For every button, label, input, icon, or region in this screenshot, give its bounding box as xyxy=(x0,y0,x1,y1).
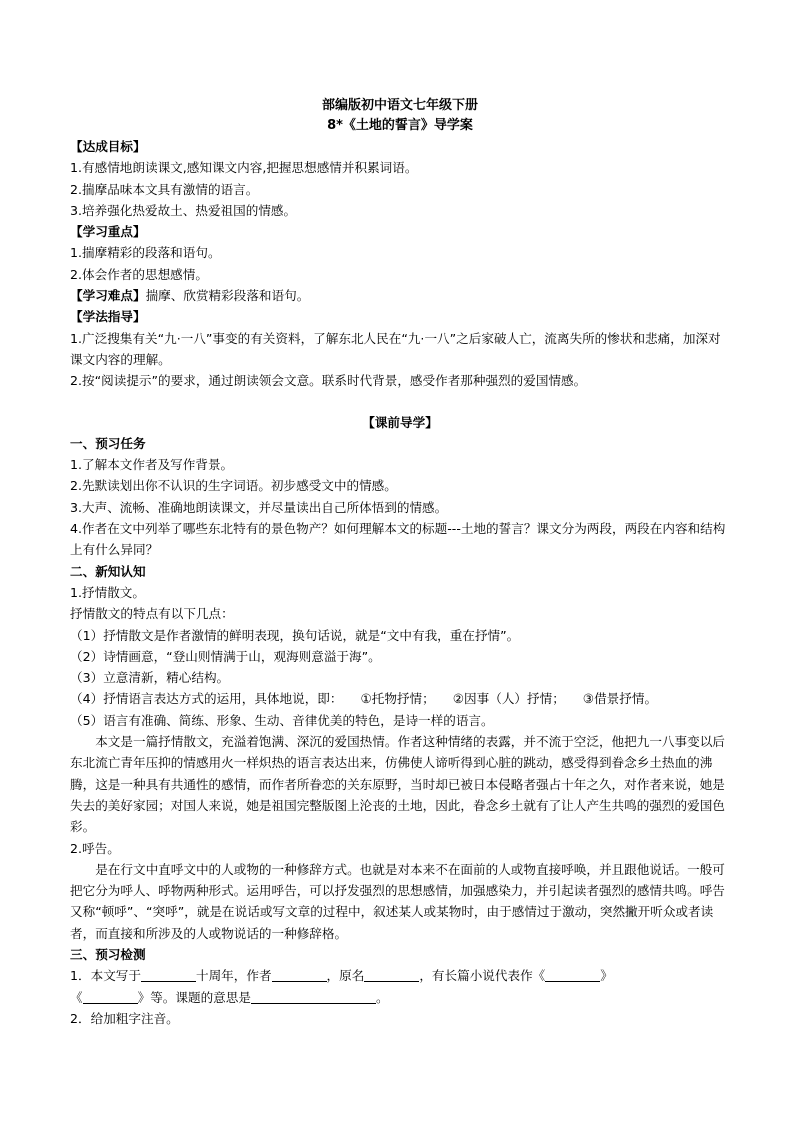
document-title: 部编版初中语文七年级下册 xyxy=(321,98,478,113)
quiz-question: 1．本文写于 十周年，作者 ，原名 ，有长篇小说代表作《 》 xyxy=(70,968,613,984)
section3-heading: 三、预习检测 xyxy=(70,946,146,962)
section2-heading: 二、新知认知 xyxy=(70,563,146,579)
task-item: 3.大声、流畅、准确地朗读课文，并尽量读出自己所体悟到的情感。 xyxy=(70,499,448,515)
quiz-question-cont: 《 》等。课题的意思是 。 xyxy=(70,989,389,1005)
feature-item: （2）诗情画意，“登山则情满于山，观海则意溢于海”。 xyxy=(70,648,381,664)
section1-heading: 一、预习任务 xyxy=(70,435,146,451)
subsection-title: 1.抒情散文。 xyxy=(70,584,145,600)
key-point-item: 2.体会作者的思想感情。 xyxy=(70,266,208,282)
feature-item: （3）立意清新，精心结构。 xyxy=(70,670,230,686)
feature-item: （4）抒情语言表达方式的运用，具体地说，即： ①托物抒情； ②因事（人）抒情； ③借景抒情。 xyxy=(70,691,658,707)
difficulty-text: 揣摩、欣赏精彩段落和语句。 xyxy=(145,288,310,304)
body-paragraph: 是在行文中直呼文中的人或物的一种修辞方式。也就是对本来不在面前的人或物直接呼唤，并且跟他说话。一般可把它分为呼人、呼物两种形式。运用呼告，可以抒发强烈的思想感情，加强感染力，并引起读者强烈的感情共鸣。呼告又称“顿呼”、“突呼”，就是在说话或写文章的过程中，叙述某人或某物时，由于感情过于激动，突然撇开听众或者读者，而直接和所涉及的人或物说话的一种修辞格。 xyxy=(70,861,725,941)
feature-item: （1）抒情散文是作者激情的鲜明表现，换句话说，就是“文中有我，重在抒情”。 xyxy=(70,627,520,643)
feature-item: （5）语言有准确、简练、形象、生动、音律优美的特色，是诗一样的语言。 xyxy=(70,712,494,728)
goal-item: 1.有感情地朗读课文,感知课文内容,把握思想感情并积累词语。 xyxy=(70,160,418,176)
difficulty-heading: 【学习难点】 xyxy=(70,288,146,304)
task-item: 2.先默读划出你不认识的生字词语。初步感受文中的情感。 xyxy=(70,478,397,494)
spacer xyxy=(70,392,730,412)
pre-guide-heading: 【课前导学】 xyxy=(362,414,438,430)
task-item: 4.作者在文中列举了哪些东北特有的景色物产？如何理解本文的标题---土地的誓言？课文分为两段，两段在内容和结构上有什么异同？ xyxy=(70,521,726,558)
subsection-intro: 抒情散文的特点有以下几点： xyxy=(70,606,234,622)
document-subtitle: 8*《土地的誓言》导学案 xyxy=(327,118,473,133)
body-paragraph: 本文是一篇抒情散文，充溢着饱满、深沉的爱国热情。作者这种情绪的表露，并不流于空泛，他把九一八事变以后东北流亡青年压抑的情感用火一样炽热的语言表达出来，仿佛使人谛听得到心脏的跳动，感受得到眷念乡土热血的沸腾，这是一种具有共通性的感情，而作者所眷恋的关东原野，当时却已被日本侵略者强占十年之久，对作者来说，她是失去的美好家园；对国人来说，她是祖国完整版图上沦丧的土地，因此，眷念乡土就有了让人产生共鸣的强烈的爱国色彩。 xyxy=(70,734,725,835)
key-points-heading: 【学习重点】 xyxy=(70,224,146,240)
goals-heading: 【达成目标】 xyxy=(70,139,146,154)
method-item: 2.按“阅读提示”的要求，通过朗读领会文意。联系时代背景，感受作者那种强烈的爱国情感。 xyxy=(70,373,587,389)
quiz-question: 2．给加粗字注音。 xyxy=(70,1010,179,1026)
key-point-item: 1.揣摩精彩的段落和语句。 xyxy=(70,245,221,261)
answer-blank[interactable] xyxy=(272,967,327,982)
answer-blank[interactable] xyxy=(364,967,419,982)
document-page xyxy=(70,96,730,1029)
answer-blank[interactable] xyxy=(251,989,376,1004)
task-item: 1.了解本文作者及写作背景。 xyxy=(70,457,234,473)
subsection-title: 2.呼告。 xyxy=(70,840,120,856)
answer-blank[interactable] xyxy=(545,967,600,982)
method-heading: 【学法指导】 xyxy=(70,309,146,325)
answer-blank[interactable] xyxy=(83,989,138,1004)
answer-blank[interactable] xyxy=(141,967,196,982)
method-item: 1.广泛搜集有关“九·一八”事变的有关资料，了解东北人民在“九·一八”之后家破人亡，流离失所的惨状和悲痛，加深对课文内容的理解。 xyxy=(70,330,721,367)
goal-item: 3.培养强化热爱故土、热爱祖国的情感。 xyxy=(70,202,297,218)
difficulty-line xyxy=(70,285,730,306)
goal-item: 2.揣摩品味本文具有激情的语言。 xyxy=(70,181,259,197)
